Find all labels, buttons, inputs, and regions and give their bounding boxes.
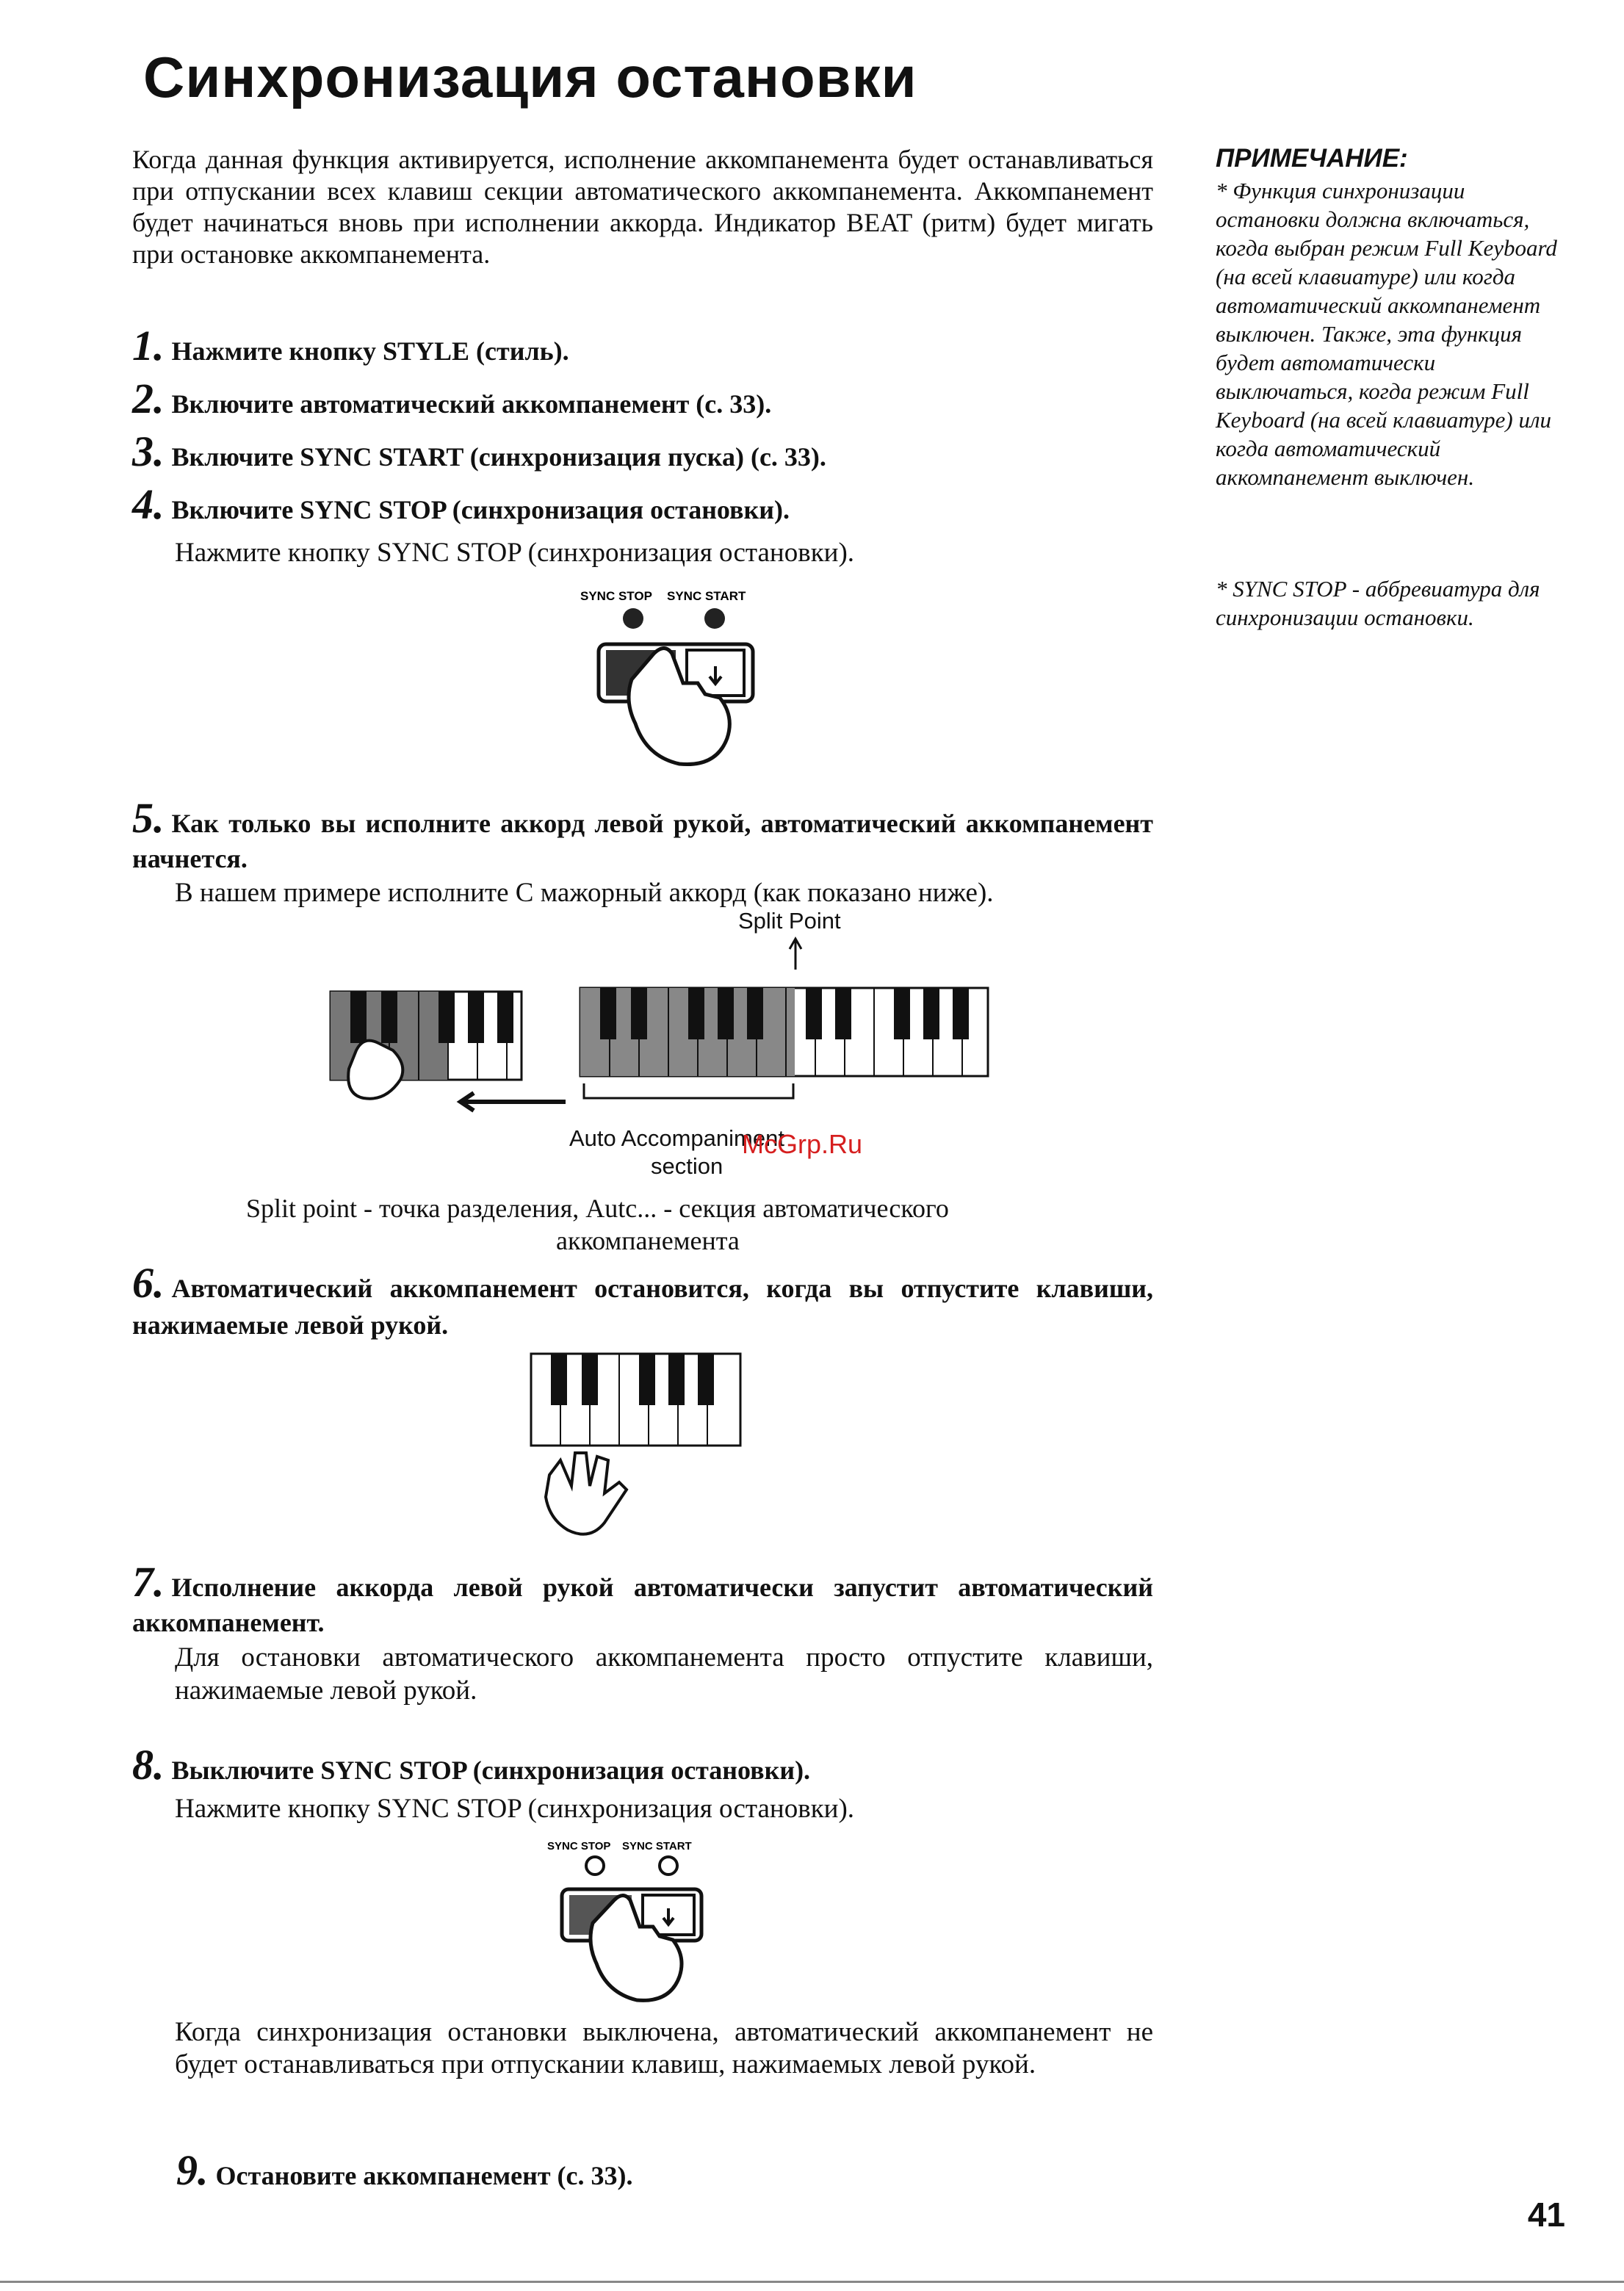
figure-caption-1: Split point - точка разделения, Autc... - секция автоматического (246, 1194, 949, 1223)
step-number: 3. (132, 427, 165, 475)
left-arrow-icon (461, 1093, 566, 1111)
step-number: 4. (132, 480, 165, 528)
note-item: * SYNC STOP - аббревиатура для синхронизации остановки. (1216, 576, 1540, 630)
auto-accompaniment-label-2: section (651, 1153, 723, 1179)
step-9 (176, 2146, 633, 2194)
sync-start-label: SYNC START (667, 589, 746, 603)
step-8-after: Когда синхронизация остановки выключена, автоматический аккомпанемент не будет останавливаться при отпускании клавиш, нажимаемых левой рукой. (175, 2017, 1153, 2079)
intro-paragraph: Когда данная функция активируется, исполнение аккомпанемента будет останавливаться при отпускании всех клавиш секции автоматического аккомпанемента. Аккомпанемент будет начинаться вновь при исполнении аккорда. Индикатор BEAT (ритм) будет мигать при остановке аккомпанемента. (132, 145, 1153, 269)
step-number: 1. (132, 322, 165, 369)
sync-stop-label: SYNC STOP (547, 1840, 611, 1852)
step-text: Остановите аккомпанемент (с. 33). (215, 2161, 633, 2190)
step-5 (132, 794, 1153, 876)
note-text-1: Функция синхронизации остановки должна включаться, когда выбран режим Full Keyboard (на всей клавиатуре) или когда автоматический аккомпанемент выключен. Также, эта функция будет автоматически выключаться, когда режим Full Keyboard (на всей клавиатуре) или когда автоматический аккомпанемент выключен. (1216, 178, 1557, 490)
step-7-sub: Для остановки автоматического аккомпанемента просто отпустите клавиши, нажимаемые левой рукой. (175, 1642, 1153, 1706)
step-number: 6. (132, 1259, 165, 1307)
step-text: Включите SYNC START (синхронизация пуска) (с. 33). (171, 442, 826, 472)
note-item: * Функция синхронизации остановки должна включаться, когда выбран режим Full Keyboard (на всей клавиатуре) или когда автоматический аккомпанемент выключен. Также, эта функция будет автоматически выключаться, когда режим Full Keyboard (на всей клавиатуре) или когда автоматический аккомпанемент выключен. (1216, 178, 1557, 490)
step-3 (132, 427, 826, 475)
step-number: 5. (132, 794, 165, 842)
bottom-rule (0, 2281, 1624, 2283)
led-icon (704, 608, 725, 629)
sync-stop-label: SYNC STOP (580, 589, 652, 603)
step-8 (132, 1741, 811, 1789)
step-6 (132, 1259, 1153, 1343)
note-text-2: SYNC STOP - аббревиатура для синхронизации остановки. (1216, 576, 1540, 630)
step-number: 9. (176, 2146, 209, 2194)
led-icon (586, 1857, 604, 1875)
step-4 (132, 480, 790, 528)
step-text: Автоматический аккомпанемент остановится, когда вы отпустите клавиши, нажимаемые левой рукой. (132, 1274, 1153, 1340)
step-2 (132, 375, 772, 422)
auto-accompaniment-label-1: Auto Accompaniment (569, 1125, 784, 1151)
split-point-label: Split Point (738, 908, 841, 934)
step-text: Как только вы исполните аккорд левой рукой, автоматический аккомпанемент начнется. (132, 809, 1153, 873)
step-text: Включите SYNC STOP (синхронизация остановки). (171, 495, 790, 524)
step-8-sub: Нажмите кнопку SYNC STOP (синхронизация остановки). (175, 1794, 855, 1824)
page-title: Синхронизация остановки (143, 45, 917, 109)
step-number: 7. (132, 1558, 165, 1606)
step-number: 8. (132, 1741, 165, 1789)
figure-caption-2: аккомпанемента (556, 1226, 740, 1255)
step-text: Включите автоматический аккомпанемент (с. 33). (171, 389, 772, 419)
led-icon (660, 1857, 677, 1875)
up-arrow-icon (790, 939, 801, 970)
step-1 (132, 322, 569, 369)
sync-start-label: SYNC START (622, 1840, 692, 1852)
step-4-sub: Нажмите кнопку SYNC STOP (синхронизация остановки). (175, 538, 855, 568)
step-5-sub: В нашем примере исполните С мажорный аккорд (как показано ниже). (175, 878, 994, 908)
page-number: 41 (1527, 2196, 1565, 2234)
keyboard-release-figure (527, 1350, 748, 1541)
keyboard-split-figure (327, 933, 1003, 1116)
step-text: Нажмите кнопку STYLE (стиль). (171, 336, 569, 366)
watermark: McGrp.Ru (742, 1129, 863, 1159)
note-heading: ПРИМЕЧАНИЕ: (1216, 144, 1408, 173)
sync-stop-figure-1 (573, 584, 779, 782)
step-text: Исполнение аккорда левой рукой автоматически запустит автоматический аккомпанемент. (132, 1573, 1153, 1637)
hand-icon (546, 1453, 627, 1534)
sync-stop-figure-2 (540, 1836, 723, 2013)
step-text: Выключите SYNC STOP (синхронизация остановки). (171, 1756, 811, 1785)
step-number: 2. (132, 375, 165, 422)
section-bracket (584, 1083, 793, 1098)
led-icon (623, 608, 643, 629)
step-7 (132, 1558, 1153, 1640)
